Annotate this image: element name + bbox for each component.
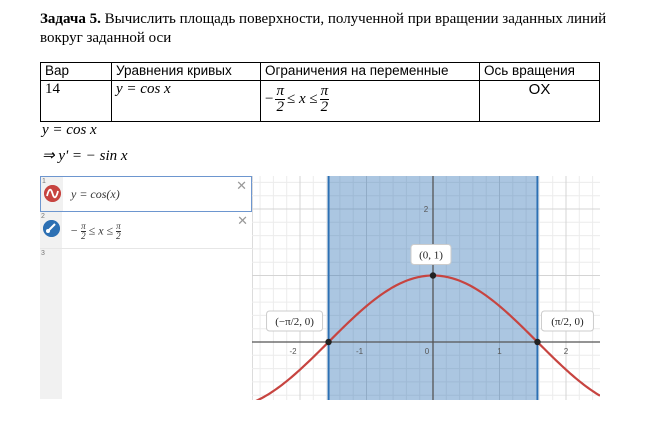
point-marker [534,339,540,345]
frac-left-den: 2 [276,99,284,115]
y-tick-label: 2 [423,205,429,214]
expression-item-3[interactable] [40,249,252,399]
close-icon[interactable]: ✕ [237,214,248,229]
x-tick-label: -2 [289,347,297,356]
constraint-inequality [265,84,329,115]
expression-item-2[interactable] [40,212,252,249]
expression-index: 2 [41,213,45,220]
expression-text[interactable]: y = cos(x) [71,187,120,201]
region-color-icon[interactable] [43,220,60,237]
expr2-mid: ≤ x ≤ [88,223,114,238]
header-curves: Уравнения кривых [112,63,261,81]
expression-index: 1 [42,178,46,185]
expression-item-1[interactable] [40,176,252,212]
header-constraints: Ограничения на переменные [261,63,480,81]
task-title: Задача 5. [40,11,101,27]
expr2-minus: − [70,223,79,238]
table-row [41,81,600,122]
cell-constraint [261,81,480,122]
constraint-frac-right [320,84,330,115]
expression-index: 3 [41,250,45,257]
point-label [267,311,323,331]
header-variant: Вар [41,63,112,81]
header-axis: Ось вращения [480,63,600,81]
x-tick-label: 0 [424,347,430,356]
expr2-frac-left-den: 2 [81,231,86,241]
point-label-text: (0, 1) [419,249,443,262]
point-label [541,311,593,331]
table-header-row [41,63,600,81]
expr2-frac-right-num: π [116,221,121,231]
expr2-frac-left [81,222,86,241]
frac-right-den: 2 [320,99,329,115]
expr2-frac-right-den: 2 [116,231,121,241]
expression-text[interactable] [70,222,121,241]
expression-gutter [40,249,62,399]
close-icon[interactable]: ✕ [236,179,247,194]
x-tick-label: 1 [497,347,502,356]
frac-right-num: π [320,83,329,99]
graph-canvas[interactable] [252,176,600,400]
task-text: Вычислить площадь поверхности, полученной при вращении заданных линий вокруг заданной оси [40,11,607,46]
expr2-frac-right [116,222,121,241]
task-statement [40,10,610,48]
expression-list [40,176,253,400]
x-tick-label: -1 [355,347,364,356]
expr2-frac-left-num: π [81,221,86,231]
equation-line-1: y = cos x [42,122,97,138]
cell-variant: 14 [41,81,112,122]
point-marker [430,272,436,278]
equation-line-2: ⇒ y' = − sin x [42,148,128,164]
point-label-text: (−π/2, 0) [275,316,314,328]
x-tick-label: 2 [563,347,569,356]
frac-left-num: π [276,83,284,99]
point-label-text: (π/2, 0) [551,316,584,328]
cell-axis: OX [480,81,600,122]
constraint-mid: ≤ x ≤ [286,91,318,107]
variant-table [40,62,600,122]
constraint-minus: − [265,91,274,107]
constraint-frac-left [275,84,285,115]
cell-curve: y = cos x [112,81,261,122]
point-marker [325,339,331,345]
point-label [411,245,451,265]
curve-color-icon[interactable] [44,185,61,202]
